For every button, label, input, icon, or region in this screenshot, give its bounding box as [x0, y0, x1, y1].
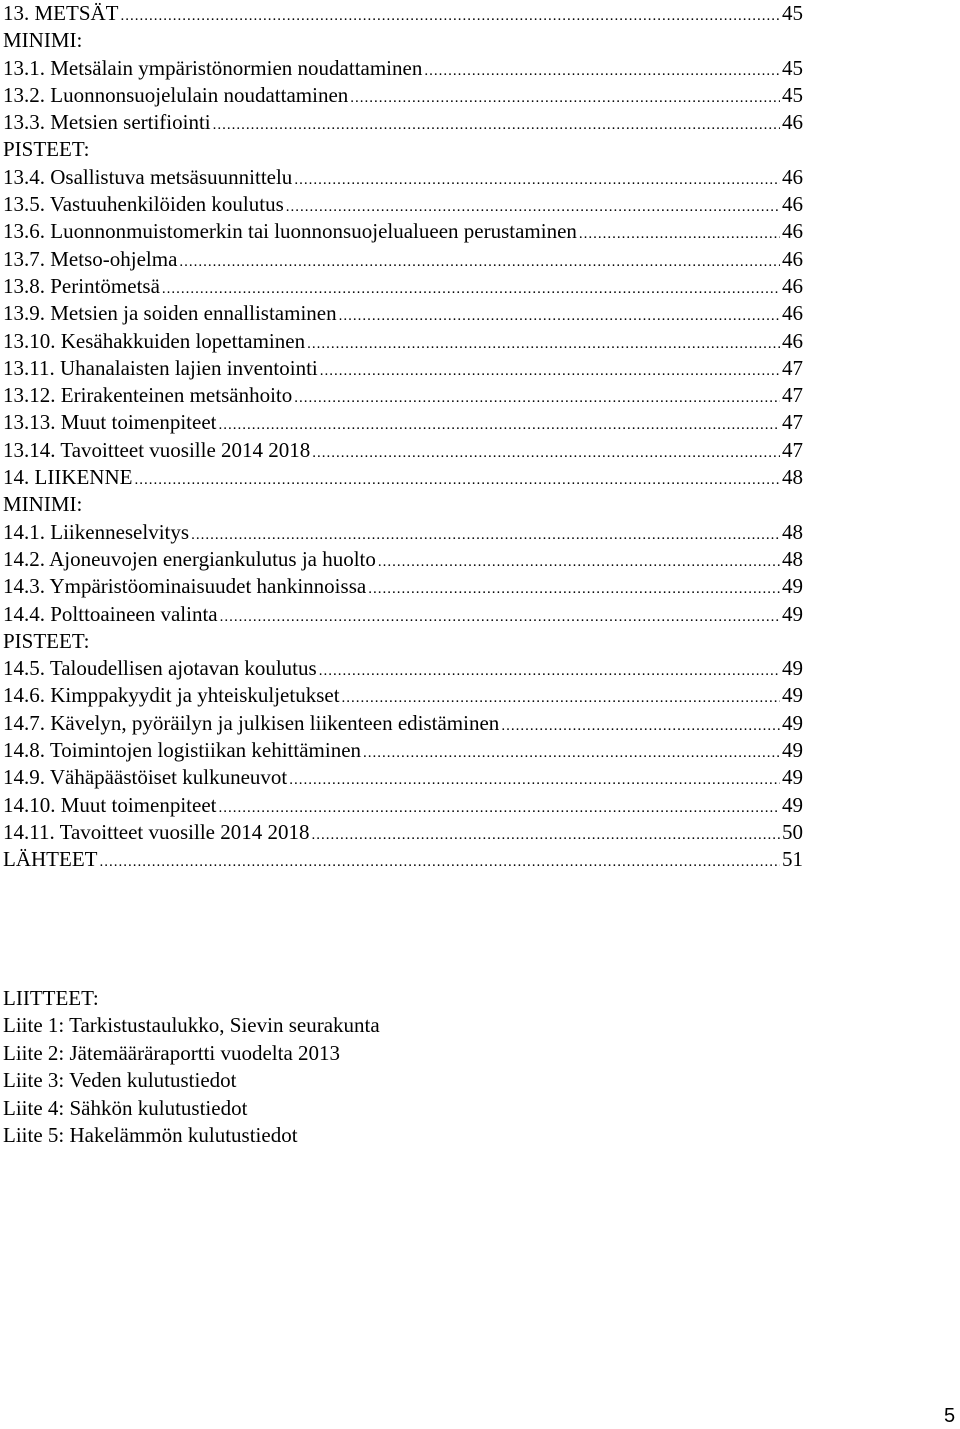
toc-entry[interactable] — [3, 0, 803, 27]
toc-entry-label: 13. METSÄT — [3, 1, 119, 25]
appendix-item: Liite 3: Veden kulutustiedot — [3, 1068, 237, 1093]
toc-entry-label: 13.6. Luonnonmuistomerkin tai luonnonsuojelualueen perustaminen — [3, 219, 577, 244]
toc-entry[interactable] — [3, 710, 803, 737]
toc-entry-label: 13.7. Metso-ohjelma — [3, 246, 178, 271]
toc-entry-page: 46 — [782, 219, 803, 244]
toc-dot-leader — [218, 795, 780, 822]
toc-entry-page: 46 — [782, 328, 803, 353]
toc-dot-leader — [350, 85, 780, 112]
toc-entry[interactable] — [3, 164, 803, 191]
appendix-item: Liite 4: Sähkön kulutustiedot — [3, 1095, 248, 1120]
toc-section-heading: PISTEET: — [3, 628, 90, 653]
toc-section-heading: PISTEET: — [3, 137, 90, 162]
toc-dot-leader — [191, 522, 780, 549]
toc-entry-label: 14.1. Liikenneselvitys — [3, 519, 190, 544]
toc-entry[interactable] — [3, 437, 803, 464]
toc-entry-page: 49 — [782, 765, 803, 790]
toc-dot-leader — [179, 249, 780, 276]
toc-entry[interactable] — [3, 355, 803, 382]
toc-dot-leader — [294, 167, 780, 194]
toc-entry-label: 13.13. Muut toimenpiteet — [3, 410, 217, 435]
toc-dot-leader — [368, 576, 780, 603]
toc-entry[interactable] — [3, 246, 803, 273]
toc-entry-page: 48 — [782, 519, 803, 544]
toc-entry-page: 49 — [782, 574, 803, 599]
page-number: 5 — [944, 1405, 956, 1427]
toc-dot-leader — [134, 467, 780, 494]
toc-entry-label: 14.3. Ympäristöominaisuudet hankinnoissa — [3, 574, 367, 599]
toc-entry[interactable] — [3, 546, 803, 573]
toc-entry-page: 49 — [782, 792, 803, 817]
toc-entry[interactable] — [3, 382, 803, 409]
toc-dot-leader — [162, 276, 780, 303]
toc-entry[interactable] — [3, 737, 803, 764]
toc-dot-leader — [363, 740, 780, 767]
toc-dot-leader — [320, 358, 780, 385]
toc-entry[interactable] — [3, 846, 803, 873]
toc-entry-label: 14.9. Vähäpäästöiset kulkuneuvot — [3, 765, 288, 790]
toc-dot-leader — [579, 221, 780, 248]
toc-entry[interactable] — [3, 300, 803, 327]
toc-entry-label: LÄHTEET — [3, 847, 98, 872]
toc-entry-page: 46 — [782, 192, 803, 217]
toc-entry-page: 46 — [782, 110, 803, 135]
toc-entry[interactable] — [3, 328, 803, 355]
toc-dot-leader — [378, 549, 780, 576]
toc-entry-label: 14.8. Toimintojen logistiikan kehittäminen — [3, 738, 362, 763]
toc-dot-leader — [218, 412, 780, 439]
toc-entry[interactable] — [3, 464, 803, 491]
toc-dot-leader — [286, 194, 780, 221]
toc-entry[interactable] — [3, 682, 803, 709]
toc-entry-page: 49 — [782, 656, 803, 681]
toc-entry[interactable] — [3, 55, 803, 82]
toc-section-heading: MINIMI: — [3, 28, 83, 53]
toc-entry-label: 13.8. Perintömetsä — [3, 273, 160, 298]
toc-entry-label: 13.2. Luonnonsuojelulain noudattaminen — [3, 82, 349, 107]
toc-entry-page: 45 — [782, 55, 803, 80]
toc-entry-page: 47 — [782, 410, 803, 435]
toc-entry-label: 13.14. Tavoitteet vuosille 2014 2018 — [3, 437, 311, 462]
toc-dot-leader — [312, 440, 780, 467]
toc-entry-page: 48 — [782, 546, 803, 571]
toc-entry-label: 13.3. Metsien sertifiointi — [3, 110, 211, 135]
toc-entry[interactable] — [3, 655, 803, 682]
toc-dot-leader — [99, 849, 780, 876]
toc-entry-label: 13.1. Metsälain ympäristönormien noudattaminen — [3, 55, 423, 80]
toc-entry[interactable] — [3, 573, 803, 600]
toc-entry-label: 13.4. Osallistuva metsäsuunnittelu — [3, 164, 293, 189]
toc-entry[interactable] — [3, 191, 803, 218]
toc-entry-label: 14.7. Kävelyn, pyöräilyn ja julkisen liikenteen edistäminen — [3, 710, 500, 735]
toc-entry-label: 14.6. Kimppakyydit ja yhteiskuljetukset — [3, 683, 340, 708]
table-of-contents — [3, 0, 803, 874]
toc-entry[interactable] — [3, 273, 803, 300]
toc-entry[interactable] — [3, 409, 803, 436]
toc-entry-label: 13.10. Kesähakkuiden lopettaminen — [3, 328, 306, 353]
toc-entry[interactable] — [3, 819, 803, 846]
toc-dot-leader — [307, 331, 780, 358]
toc-entry-label: 14.10. Muut toimenpiteet — [3, 792, 217, 817]
toc-entry-label: 14.2. Ajoneuvojen energiankulutus ja huolto — [3, 546, 376, 571]
appendix-title: LIITTEET: — [3, 986, 99, 1010]
toc-dot-leader — [213, 112, 780, 139]
toc-dot-leader — [319, 658, 780, 685]
toc-entry-label: 14.5. Taloudellisen ajotavan koulutus — [3, 656, 317, 681]
toc-entry-page: 51 — [782, 847, 803, 872]
toc-entry-page: 50 — [782, 819, 803, 844]
toc-entry-page: 47 — [782, 437, 803, 462]
toc-entry-label: 13.9. Metsien ja soiden ennallistaminen — [3, 301, 337, 326]
toc-entry-page: 45 — [782, 82, 803, 107]
toc-entry[interactable] — [3, 82, 803, 109]
toc-entry-page: 49 — [782, 601, 803, 626]
toc-entry[interactable] — [3, 764, 803, 791]
toc-dot-leader — [294, 385, 780, 412]
toc-entry[interactable] — [3, 792, 803, 819]
toc-entry-label: 14. LIIKENNE — [3, 465, 133, 490]
toc-entry[interactable] — [3, 218, 803, 245]
appendix-item: Liite 2: Jätemääräraportti vuodelta 2013 — [3, 1040, 341, 1065]
toc-entry-label: 13.11. Uhanalaisten lajien inventointi — [3, 355, 318, 380]
toc-entry-label: 14.4. Polttoaineen valinta — [3, 601, 218, 626]
toc-entry-page: 48 — [782, 465, 803, 490]
toc-entry-page: 47 — [782, 383, 803, 408]
toc-dot-leader — [501, 713, 780, 740]
toc-entry-label: 14.11. Tavoitteet vuosille 2014 2018 — [3, 819, 310, 844]
toc-dot-leader — [312, 822, 781, 849]
toc-entry-page: 46 — [782, 301, 803, 326]
toc-entry[interactable] — [3, 601, 803, 628]
toc-entry-page: 49 — [782, 710, 803, 735]
toc-dot-leader — [220, 604, 780, 631]
toc-dot-leader — [339, 303, 780, 330]
toc-entry-page: 45 — [782, 1, 803, 25]
toc-dot-leader — [424, 58, 780, 85]
toc-dot-leader — [342, 685, 780, 712]
toc-entry-label: 13.12. Erirakenteinen metsänhoito — [3, 383, 293, 408]
appendix-list — [3, 985, 380, 1149]
toc-entry-page: 49 — [782, 683, 803, 708]
toc-section-heading: MINIMI: — [3, 492, 83, 517]
toc-entry-label: 13.5. Vastuuhenkilöiden koulutus — [3, 192, 284, 217]
toc-entry-page: 46 — [782, 273, 803, 298]
toc-entry-page: 46 — [782, 246, 803, 271]
toc-entry-page: 49 — [782, 738, 803, 763]
toc-entry[interactable] — [3, 109, 803, 136]
appendix-item: Liite 1: Tarkistustaulukko, Sievin seurakunta — [3, 1013, 380, 1038]
toc-entry-page: 47 — [782, 355, 803, 380]
toc-entry[interactable] — [3, 519, 803, 546]
appendix-item: Liite 5: Hakelämmön kulutustiedot — [3, 1122, 298, 1147]
toc-dot-leader — [121, 3, 781, 30]
toc-entry-page: 46 — [782, 164, 803, 189]
toc-dot-leader — [289, 767, 780, 794]
